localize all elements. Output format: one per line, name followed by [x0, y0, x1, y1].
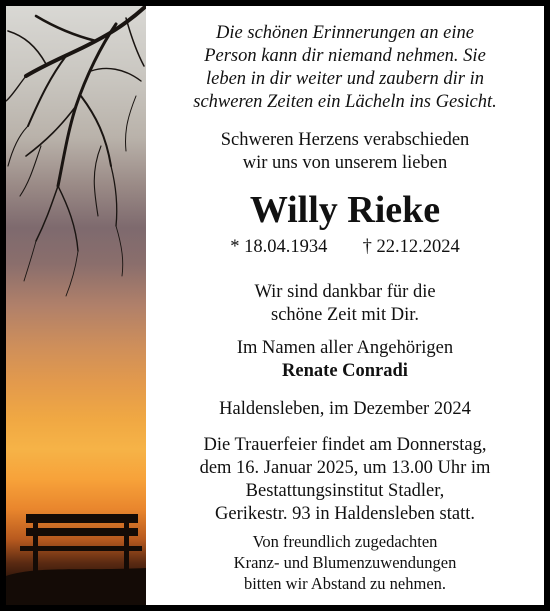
- ceremony-line: dem 16. Januar 2025, um 13.00 Uhr im: [199, 458, 491, 478]
- quote-line: Die schönen Erinnerungen an eine: [216, 23, 474, 43]
- notice-text-panel: [146, 6, 544, 605]
- quote-line: leben in dir weiter und zaubern dir in: [206, 69, 484, 89]
- deceased-name: Willy Rieke: [249, 189, 441, 231]
- signer-name: Renate Conradi: [282, 361, 408, 381]
- death-date: † 22.12.2024: [362, 237, 460, 257]
- family-line: Im Namen aller Angehörigen: [236, 338, 454, 358]
- gratitude-line: Wir sind dankbar für die: [254, 282, 436, 302]
- tree-and-bench-silhouette: [6, 6, 146, 605]
- intro-line: Schweren Herzens verabschieden: [220, 130, 470, 150]
- ceremony-line: Bestattungsinstitut Stadler,: [245, 481, 445, 501]
- request-line: bitten wir Abstand zu nehmen.: [243, 574, 447, 593]
- birth-date: * 18.04.1934: [230, 237, 328, 257]
- ceremony-line: Gerikestr. 93 in Haldensleben statt.: [215, 504, 475, 524]
- place-date: Haldensleben, im Dezember 2024: [219, 399, 471, 419]
- quote-line: Person kann dir niemand nehmen. Sie: [204, 46, 486, 66]
- request-line: Kranz- und Blumenzuwendungen: [233, 553, 457, 572]
- ceremony-line: Die Trauerfeier findet am Donnerstag,: [203, 435, 487, 455]
- life-dates: [146, 236, 544, 258]
- quote-line: schweren Zeiten ein Lächeln ins Gesicht.: [193, 92, 497, 112]
- gratitude-line: schöne Zeit mit Dir.: [271, 305, 419, 325]
- request-line: Von freundlich zugedachten: [252, 532, 438, 551]
- sunset-bench-photo: [6, 6, 146, 605]
- intro-line: wir uns von unserem lieben: [242, 153, 448, 173]
